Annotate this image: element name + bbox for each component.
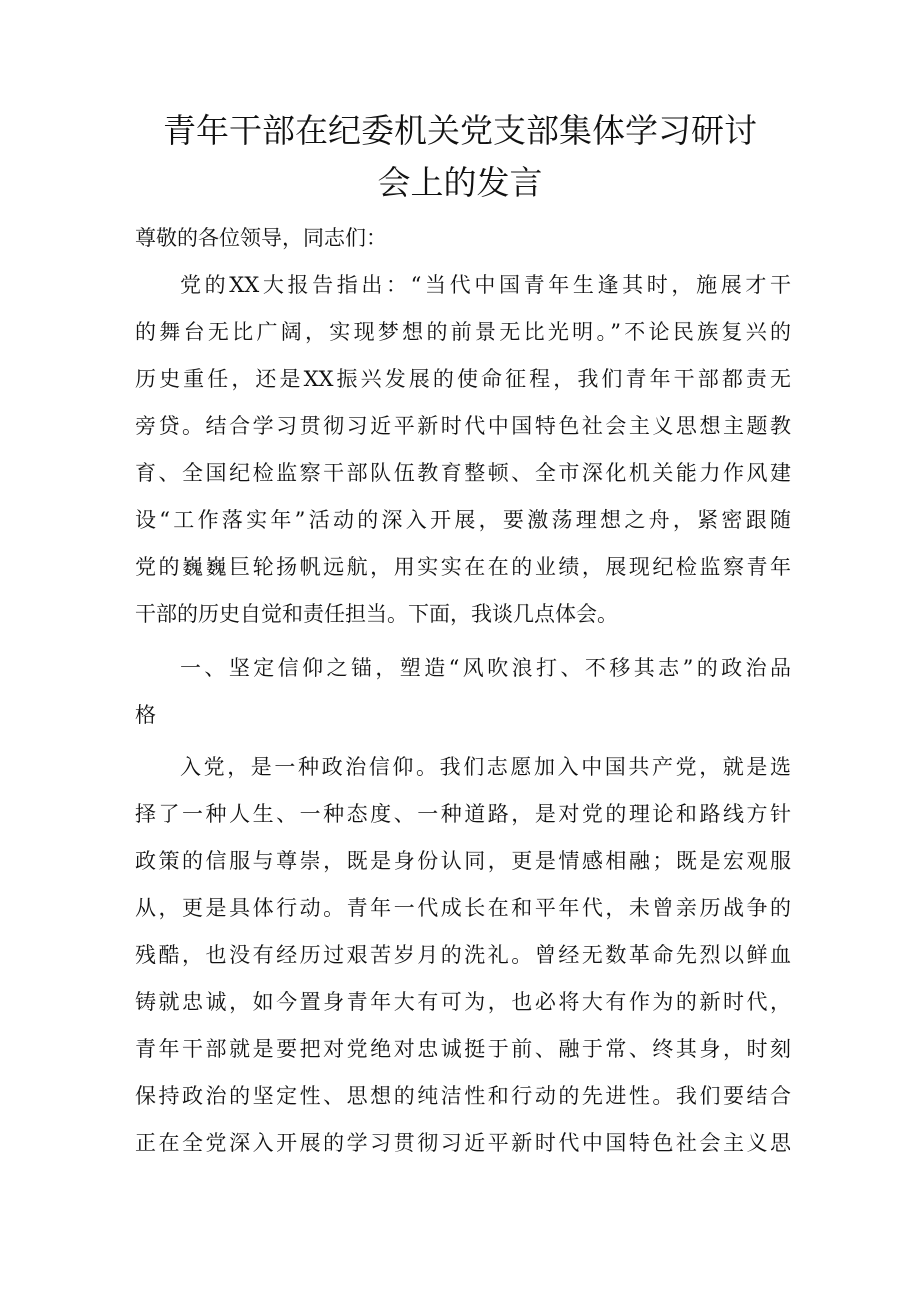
paragraph-2-line: 保持政治的坚定性、思想的纯洁性和行动的先进性。我们要结合 bbox=[135, 1084, 791, 1108]
document-title-line-2: 会上的发言 bbox=[377, 163, 543, 202]
paragraph-2-line: 入党，是一种政治信仰。我们志愿加入中国共产党，就是选 bbox=[180, 755, 791, 779]
document-title-line-1: 青年干部在纪委机关党支部集体学习研讨 bbox=[163, 111, 757, 150]
paragraph-2-line: 残酷，也没有经历过艰苦岁月的洗礼。曾经无数革命先烈以鲜血 bbox=[135, 943, 791, 967]
section-heading-1-continued: 格 bbox=[135, 703, 156, 727]
paragraph-1-line: 旁贷。结合学习贯彻习近平新时代中国特色社会主义思想主题教 bbox=[135, 414, 791, 438]
paragraph-2-line: 正在全党深入开展的学习贯彻习近平新时代中国特色社会主义思 bbox=[135, 1131, 791, 1155]
paragraph-1-line: 党的XX大报告指出：“当代中国青年生逢其时，施展才干 bbox=[180, 273, 791, 297]
paragraph-2-line: 政策的信服与尊崇，既是身份认同，更是情感相融；既是宏观服 bbox=[135, 849, 791, 873]
paragraph-2-line: 铸就忠诚，如今置身青年大有可为，也必将大有作为的新时代， bbox=[135, 990, 791, 1014]
paragraph-1-line: 历史重任，还是XX振兴发展的使命征程，我们青年干部都责无 bbox=[135, 367, 791, 391]
paragraph-1-line: 的舞台无比广阔，实现梦想的前景无比光明。”不论民族复兴的 bbox=[135, 320, 791, 344]
paragraph-1-line: 干部的历史自觉和责任担当。下面，我谈几点体会。 bbox=[135, 602, 618, 626]
salutation: 尊敬的各位领导，同志们： bbox=[135, 226, 387, 250]
paragraph-1-line: 设“工作落实年”活动的深入开展，要激荡理想之舟，紧密跟随 bbox=[135, 508, 791, 532]
section-heading-1: 一、坚定信仰之锚，塑造“风吹浪打、不移其志”的政治品 bbox=[180, 656, 791, 680]
paragraph-1-line: 育、全国纪检监察干部队伍教育整顿、全市深化机关能力作风建 bbox=[135, 461, 791, 485]
paragraph-2-line: 从，更是具体行动。青年一代成长在和平年代，未曾亲历战争的 bbox=[135, 896, 791, 920]
paragraph-2-line: 择了一种人生、一种态度、一种道路，是对党的理论和路线方针 bbox=[135, 802, 791, 826]
paragraph-1-line: 党的巍巍巨轮扬帆远航，用实实在在的业绩，展现纪检监察青年 bbox=[135, 555, 791, 579]
paragraph-2-line: 青年干部就是要把对党绝对忠诚挺于前、融于常、终其身，时刻 bbox=[135, 1037, 791, 1061]
